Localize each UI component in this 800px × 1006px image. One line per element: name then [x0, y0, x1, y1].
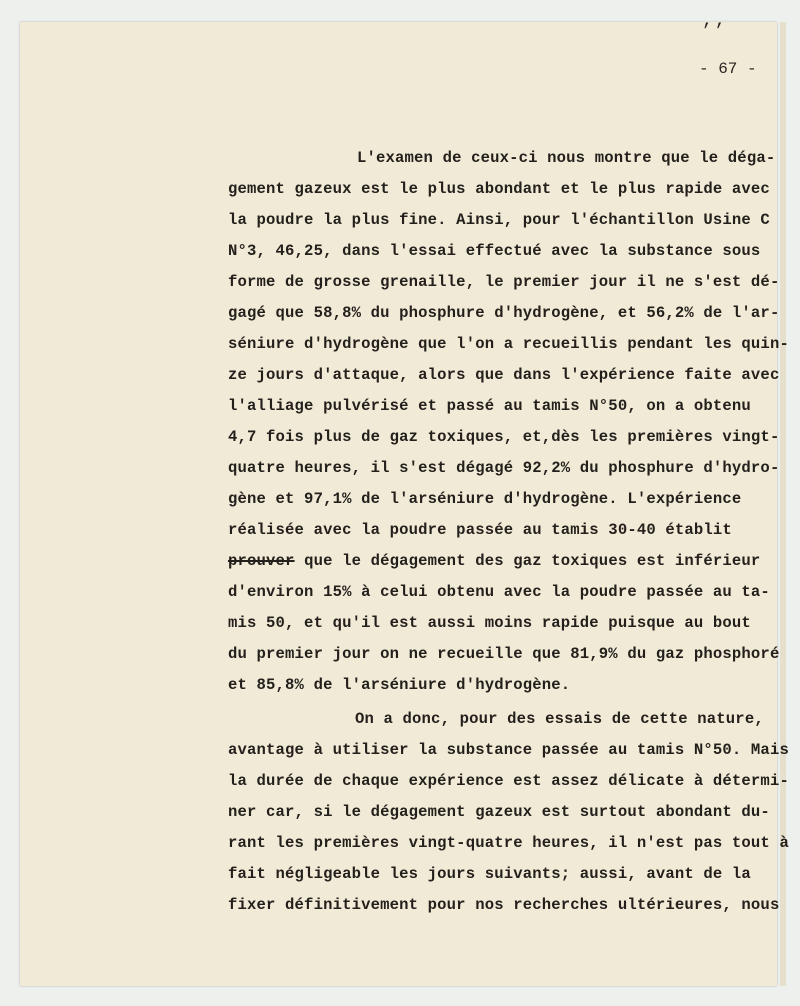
page-number: - 67 - [699, 60, 757, 78]
text-line: réalisée avec la poudre passée au tamis 30-40 établit [228, 521, 732, 539]
text-line: On a donc, pour des essais de cette nature, [355, 710, 764, 728]
text-line-with-correction [228, 551, 760, 571]
text-line: d'environ 15% à celui obtenu avec la poudre passée au ta- [228, 583, 770, 601]
text-line: séniure d'hydrogène que l'on a recueillis pendant les quin- [228, 335, 789, 353]
text-line: fait négligeable les jours suivants; aussi, avant de la [228, 865, 751, 883]
text-line: ze jours d'attaque, alors que dans l'expérience faite avec [228, 366, 780, 384]
text-line: rant les premières vingt-quatre heures, il n'est pas tout à [228, 834, 789, 852]
text-line-rest: que le dégagement des gaz toxiques est inférieur [294, 552, 761, 570]
text-line: et 85,8% de l'arséniure d'hydrogène. [228, 676, 571, 694]
text-line: N°3, 46,25, dans l'essai effectué avec la substance sous [228, 242, 761, 260]
text-line: L'examen de ceux-ci nous montre que le déga- [357, 149, 776, 167]
text-line: 4,7 fois plus de gaz toxiques, et,dès les premières vingt- [228, 428, 780, 446]
corner-pencil-marks: ’’ [701, 22, 727, 42]
text-line: la durée de chaque expérience est assez délicate à détermi- [228, 772, 789, 790]
struck-word: prouver [228, 552, 295, 570]
text-line: gement gazeux est le plus abondant et le plus rapide avec [228, 180, 770, 198]
text-line: quatre heures, il s'est dégagé 92,2% du phosphure d'hydro- [228, 459, 780, 477]
text-line: gagé que 58,8% du phosphure d'hydrogène, et 56,2% de l'ar- [228, 304, 780, 322]
text-line: mis 50, et qu'il est aussi moins rapide puisque au bout [228, 614, 751, 632]
text-line: la poudre la plus fine. Ainsi, pour l'échantillon Usine C [228, 211, 770, 229]
text-line: l'alliage pulvérisé et passé au tamis N°50, on a obtenu [228, 397, 751, 415]
text-line: gène et 97,1% de l'arséniure d'hydrogène. L'expérience [228, 490, 742, 508]
text-line: avantage à utiliser la substance passée au tamis N°50. Mais [228, 741, 789, 759]
text-line: fixer définitivement pour nos recherches ultérieures, nous [228, 896, 780, 914]
text-line: forme de grosse grenaille, le premier jour il ne s'est dé- [228, 273, 780, 291]
text-line: ner car, si le dégagement gazeux est surtout abondant du- [228, 803, 770, 821]
text-line: du premier jour on ne recueille que 81,9% du gaz phosphoré [228, 645, 780, 663]
